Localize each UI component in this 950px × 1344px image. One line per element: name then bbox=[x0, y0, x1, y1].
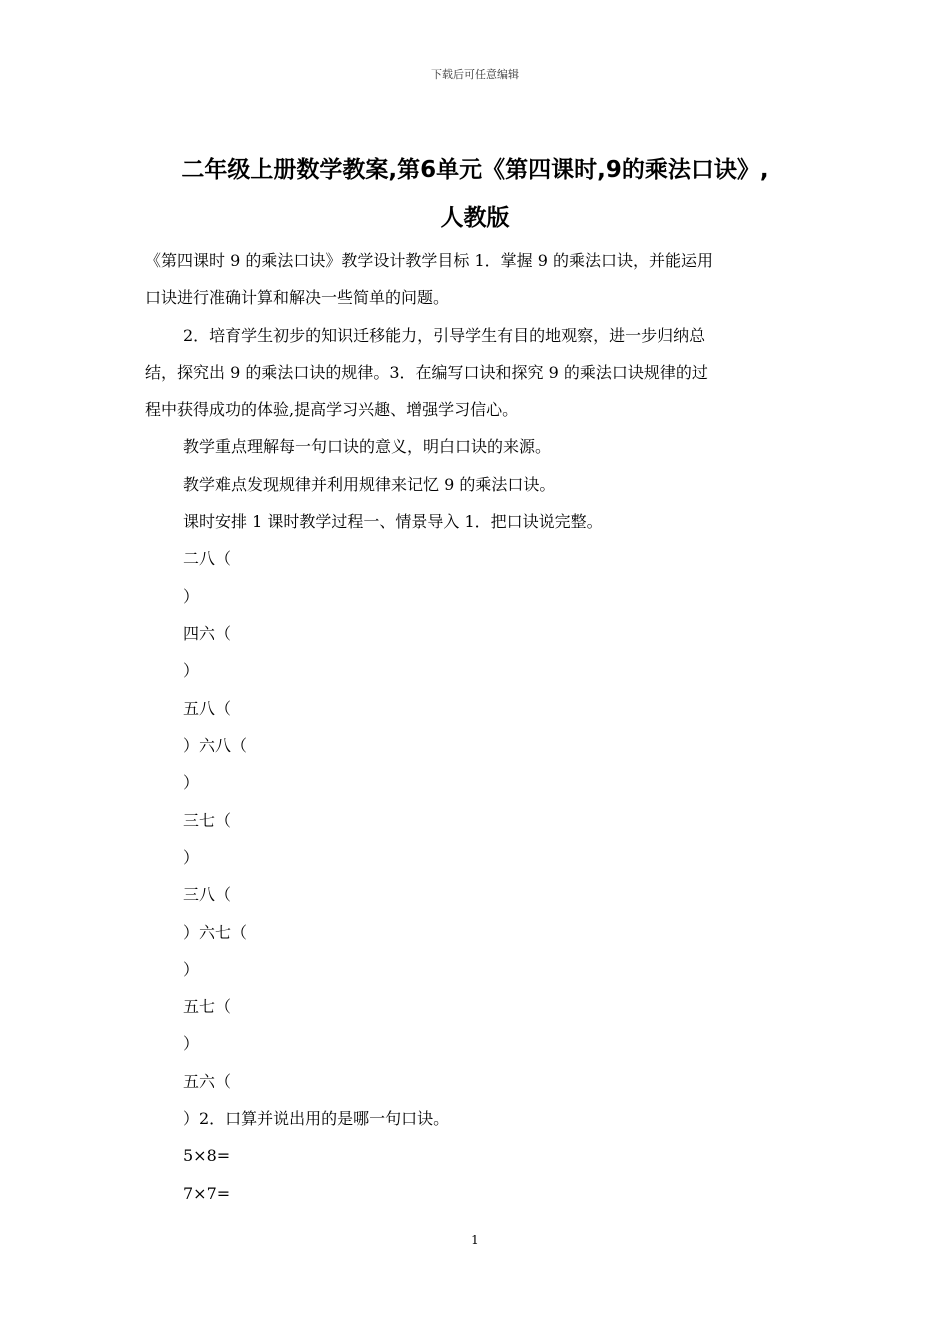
exercise-item: 三七（ bbox=[183, 811, 232, 830]
exercise-item: 二八（ bbox=[183, 549, 232, 568]
exercise-item: 四六（ bbox=[183, 624, 232, 643]
exercise-item: 三八（ bbox=[183, 885, 232, 904]
exercise-item: ） bbox=[183, 960, 200, 979]
page-number: 1 bbox=[471, 1233, 479, 1247]
paragraph-goal2-line-2: 结，探究出 9 的乘法口诀的规律。3．在编写口诀和探究 9 的乘法口诀规律的过 bbox=[145, 363, 708, 382]
paragraph-schedule: 课时安排 1 课时教学过程一、情景导入 1．把口诀说完整。 bbox=[183, 512, 603, 531]
paragraph-goal2-line-3: 程中获得成功的体验,提高学习兴趣、增强学习信心。 bbox=[145, 400, 519, 419]
exercise-item: 五八（ bbox=[183, 699, 232, 718]
exercise-item: ）2．口算并说出用的是哪一句口诀。 bbox=[183, 1109, 450, 1128]
exercise-item: ） bbox=[183, 587, 200, 606]
exercise-item: ）六七（ bbox=[183, 923, 248, 942]
document-title-line-1: 二年级上册数学教案,第6单元《第四课时,9的乘法口诀》, bbox=[181, 157, 769, 183]
paragraph-objectives-line-1: 《第四课时 9 的乘法口诀》教学设计教学目标 1．掌握 9 的乘法口诀，并能运用 bbox=[145, 251, 713, 270]
exercise-item: 五七（ bbox=[183, 997, 232, 1016]
paragraph-difficulties: 教学难点发现规律并利用规律来记忆 9 的乘法口诀。 bbox=[183, 475, 556, 494]
exercise-item: ） bbox=[183, 661, 200, 680]
exercise-item: ） bbox=[183, 1034, 200, 1053]
calculation-item: 5×8= bbox=[183, 1146, 231, 1165]
paragraph-key-points: 教学重点理解每一句口诀的意义，明白口诀的来源。 bbox=[183, 437, 552, 456]
exercise-item: ） bbox=[183, 773, 200, 792]
paragraph-objectives-line-2: 口诀进行准确计算和解决一些简单的问题。 bbox=[145, 288, 450, 307]
exercise-item: ）六八（ bbox=[183, 736, 248, 755]
paragraph-goal2-line-1: 2．培育学生初步的知识迁移能力，引导学生有目的地观察，进一步归纳总 bbox=[183, 326, 706, 345]
header-note: 下载后可任意编辑 bbox=[431, 68, 519, 81]
document-title-line-2: 人教版 bbox=[440, 205, 510, 231]
exercise-item: ） bbox=[183, 848, 200, 867]
calculation-item: 7×7= bbox=[183, 1184, 231, 1203]
exercise-item: 五六（ bbox=[183, 1072, 232, 1091]
